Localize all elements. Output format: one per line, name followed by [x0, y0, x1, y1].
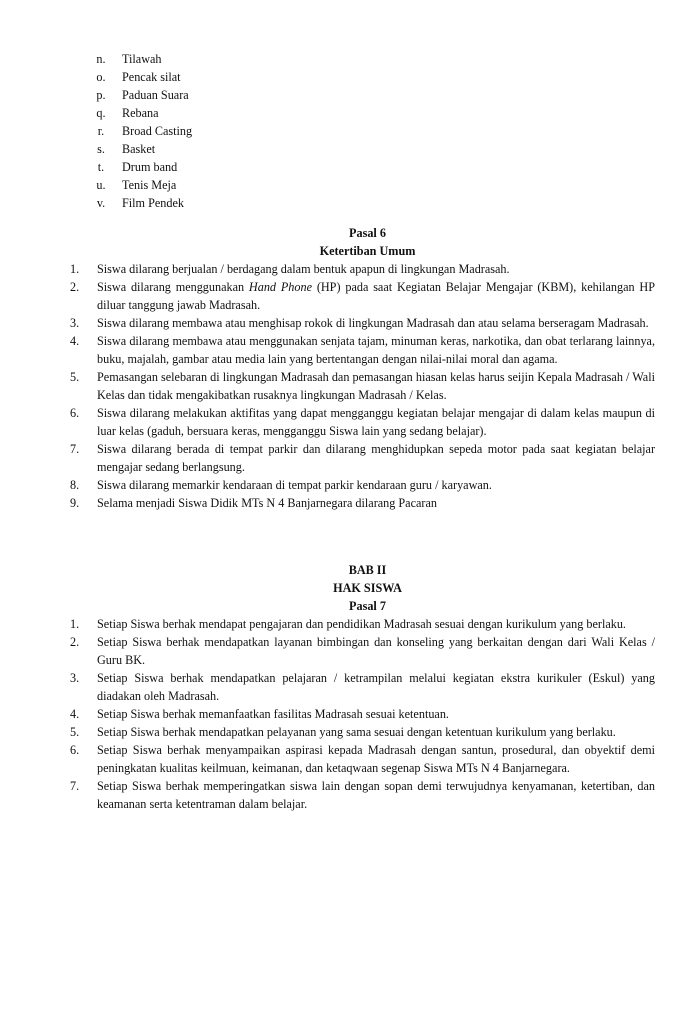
item-text: Tenis Meja: [122, 178, 177, 192]
item-number: 1.: [70, 617, 80, 631]
item-text: Broad Casting: [122, 124, 193, 138]
item-text: Siswa dilarang melakukan aktifitas yang dapat mengganggu kegiatan belajar mengajar di dalam kelas maupun di luar kelas (gaduh, bersuara keras, mengganggu Siswa lain yang sedang belajar).: [97, 406, 655, 438]
item-text: Siswa dilarang membawa atau menghisap rokok di lingkungan Madrasah dan atau selama berseragam Madrasah.: [97, 316, 649, 330]
extracurricular-list: [80, 50, 380, 212]
list-item: [70, 615, 655, 633]
list-item: [70, 741, 655, 777]
list-item: [80, 50, 380, 68]
item-text: Drum band: [122, 160, 178, 174]
list-item: [80, 158, 380, 176]
item-text-emphasis: Hand Phone: [248, 280, 312, 294]
item-marker: p.: [96, 88, 106, 102]
pasal-7-heading: Pasal 7: [349, 599, 386, 613]
item-text: Film Pendek: [122, 196, 184, 210]
item-number: 5.: [70, 370, 80, 384]
pasal-7-list: [70, 615, 655, 813]
item-number: 9.: [70, 496, 80, 510]
list-item: [80, 140, 380, 158]
item-text: Setiap Siswa berhak memperingatkan siswa lain dengan sopan demi terwujudnya kenyamanan, ketertiban, dan keamanan serta ketentraman dalam belajar.: [97, 779, 655, 811]
item-number: 3.: [70, 671, 80, 685]
item-number: 6.: [70, 406, 80, 420]
ketertiban-umum-heading: Ketertiban Umum: [319, 244, 416, 258]
item-number: 4.: [70, 707, 80, 721]
item-number: 3.: [70, 316, 80, 330]
item-number: 7.: [70, 779, 80, 793]
item-number: 4.: [70, 334, 80, 348]
item-text: [97, 278, 655, 314]
list-item: [70, 476, 655, 494]
item-number: 2.: [70, 635, 80, 649]
pasal-6-heading: Pasal 6: [349, 226, 386, 240]
item-marker: s.: [97, 142, 105, 156]
item-text: Tilawah: [122, 52, 162, 66]
list-item: [80, 176, 380, 194]
item-text: Basket: [122, 142, 156, 156]
list-item: [70, 494, 655, 512]
item-text: Siswa dilarang memarkir kendaraan di tempat parkir kendaraan guru / karyawan.: [97, 478, 492, 492]
list-item: [80, 194, 380, 212]
item-marker: v.: [96, 196, 106, 210]
item-text: Rebana: [122, 106, 159, 120]
list-item: [70, 368, 655, 404]
item-text: Setiap Siswa berhak menyampaikan aspirasi kepada Madrasah dengan santun, prosedural, dan obyektif demi peningkatan kualitas keilmuan, keimanan, dan ketaqwaan segenap Siswa MTs N 4 Banjarnegara.: [97, 743, 655, 775]
item-text: Setiap Siswa berhak memanfaatkan fasilitas Madrasah sesuai ketentuan.: [97, 707, 449, 721]
item-number: 7.: [70, 442, 80, 456]
item-number: 5.: [70, 725, 80, 739]
item-number: 2.: [70, 280, 80, 294]
item-marker: r.: [97, 124, 105, 138]
list-item: [70, 669, 655, 705]
item-marker: u.: [96, 178, 106, 192]
list-item: [80, 86, 380, 104]
list-item: [80, 122, 380, 140]
item-number: 8.: [70, 478, 80, 492]
item-number: 1.: [70, 262, 80, 276]
item-number: 6.: [70, 743, 80, 757]
item-marker: t.: [97, 160, 105, 174]
item-text-pre: Siswa dilarang menggunakan: [97, 280, 249, 294]
list-item: [70, 633, 655, 669]
item-text: Pemasangan selebaran di lingkungan Madrasah dan pemasangan hiasan kelas harus seijin Kepala Madrasah / Wali Kelas dan tidak mengakibatkan rusaknya lingkungan Madrasah / Kelas.: [97, 370, 655, 402]
hak-siswa-heading: HAK SISWA: [333, 581, 402, 595]
item-marker: n.: [96, 52, 106, 66]
list-item: [70, 777, 655, 813]
item-marker: o.: [96, 70, 106, 84]
pasal-6-list: [70, 260, 655, 512]
list-item: [80, 68, 380, 86]
item-text-post: (HP) pada saat Kegiatan Belajar Mengajar (KBM), kehilangan HP diluar tanggung jawab Madrasah.: [97, 280, 655, 312]
list-item: [70, 332, 655, 368]
list-item: [70, 314, 655, 332]
item-text: Siswa dilarang membawa atau menggunakan senjata tajam, minuman keras, narkotika, dan obat terlarang lainnya, buku, majalah, gambar atau media lain yang bertentangan dengan nilai-nilai moral dan agama.: [97, 334, 655, 366]
list-item: [70, 705, 655, 723]
item-text: Setiap Siswa berhak mendapatkan layanan bimbingan dan konseling yang berkaitan dengan dari Wali Kelas / Guru BK.: [97, 635, 655, 667]
item-text: Siswa dilarang berada di tempat parkir dan dilarang menghidupkan sepeda motor pada saat kegiatan belajar mengajar sedang berlangsung.: [97, 442, 655, 474]
list-item: [70, 260, 655, 278]
list-item: [70, 723, 655, 741]
item-text: Setiap Siswa berhak mendapatkan pelajaran / ketrampilan melalui kegiatan ekstra kurikuler (Eskul) yang diadakan oleh Madrasah.: [97, 671, 655, 703]
item-text: Siswa dilarang berjualan / berdagang dalam bentuk apapun di lingkungan Madrasah.: [97, 262, 510, 276]
item-text: Setiap Siswa berhak mendapatkan pelayanan yang sama sesuai dengan ketentuan kurikulum yang berlaku.: [97, 725, 616, 739]
list-item: [70, 440, 655, 476]
item-text: Selama menjadi Siswa Didik MTs N 4 Banjarnegara dilarang Pacaran: [97, 496, 437, 510]
bab-2-heading: BAB II: [348, 563, 387, 577]
list-item: [70, 404, 655, 440]
list-item: [70, 278, 655, 314]
item-text: Setiap Siswa berhak mendapat pengajaran dan pendidikan Madrasah sesuai dengan kurikulum yang berlaku.: [97, 617, 626, 631]
item-text: Paduan Suara: [122, 88, 189, 102]
item-text: Pencak silat: [122, 70, 181, 84]
item-marker: q.: [96, 106, 106, 120]
list-item: [80, 104, 380, 122]
